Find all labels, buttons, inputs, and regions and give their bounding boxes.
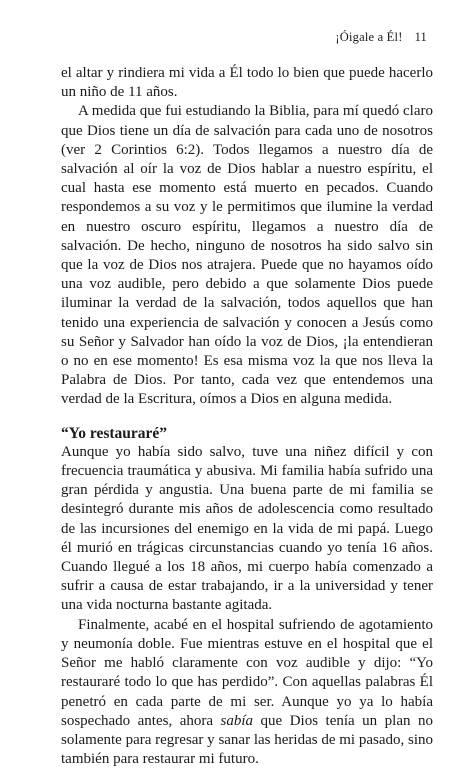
- paragraph: Aunque yo había sido salvo, tuve una niñez difícil y con frecuencia traumática y abusiva. Mi familia había sufrido una gran pérdida y angustia. Una buena parte de mi familia se desintegró durante mis años de adolescencia como resultado de las incursiones del enemigo en la vida de mi papá. Luego él murió en trágicas circunstancias cuando yo tenía 16 años. Cuando llegué a los 18 años, mi cuerpo había comenzado a sufrir a causa de estar trabajando, ir a la universidad y tener una vida nocturna bastante agitada.: [61, 443, 433, 614]
- emphasis-text: sabía: [220, 712, 254, 729]
- paragraph-last: [61, 616, 433, 769]
- paragraph-text: Finalmente, acabé en el hospital sufriendo de agotamiento y neumonía doble. Fue mientras estuve en el hospital que el Señor me habló claramente con voz audible y dijo: “Yo restauraré todo lo que has perdido”. Con aquellas palabras Él penetró en cada parte de mi ser. Aunque yo ya lo había sospechado antes, ahora: [61, 616, 433, 729]
- page-number: 11: [414, 30, 427, 44]
- running-head: [335, 30, 427, 45]
- paragraph: A medida que fui estudiando la Biblia, para mí quedó claro que Dios tiene un día de salvación para cada uno de nosotros (ver 2 Corintios 6:2). Todos llegamos a nuestro día de salvación al oír la voz de Dios hablar a nuestro espíritu, el cual hasta ese momento está muerto en pecados. Cuando respondemos a su voz y le permitimos que ilumine la verdad en nuestro oscuro espíritu, llegamos a nuestro día de salvación. De hecho, ninguno de nosotros ha sido salvo sin que la voz de Dios nos atrajera. Puede que no hayamos oído una voz audible, pero debido a que solamente Dios puede iluminar la verdad de la salvación, todos aquellos que han tenido una experiencia de salvación y conocen a Jesús como su Señor y Salvador han oído la voz de Dios, ¡la entendieran o no en ese momento! Es esa misma voz la que nos lleva la Palabra de Dios. Por tanto, cada vez que entendemos una verdad de la Escritura, oímos a Dios en alguna medida.: [61, 103, 433, 408]
- section-heading: “Yo restauraré”: [61, 424, 168, 442]
- body-text: [61, 64, 433, 769]
- paragraph-continued: el altar y rindiera mi vida a Él todo lo bien que puede hacerlo un niño de 11 años.: [61, 65, 433, 101]
- paragraph-text: que Dios tenía un plan no solamente para regresar y sanar las heridas de mi pasado, sino también para restaurar mi futuro.: [61, 712, 433, 768]
- running-head-title: ¡Óigale a Él!: [335, 30, 403, 44]
